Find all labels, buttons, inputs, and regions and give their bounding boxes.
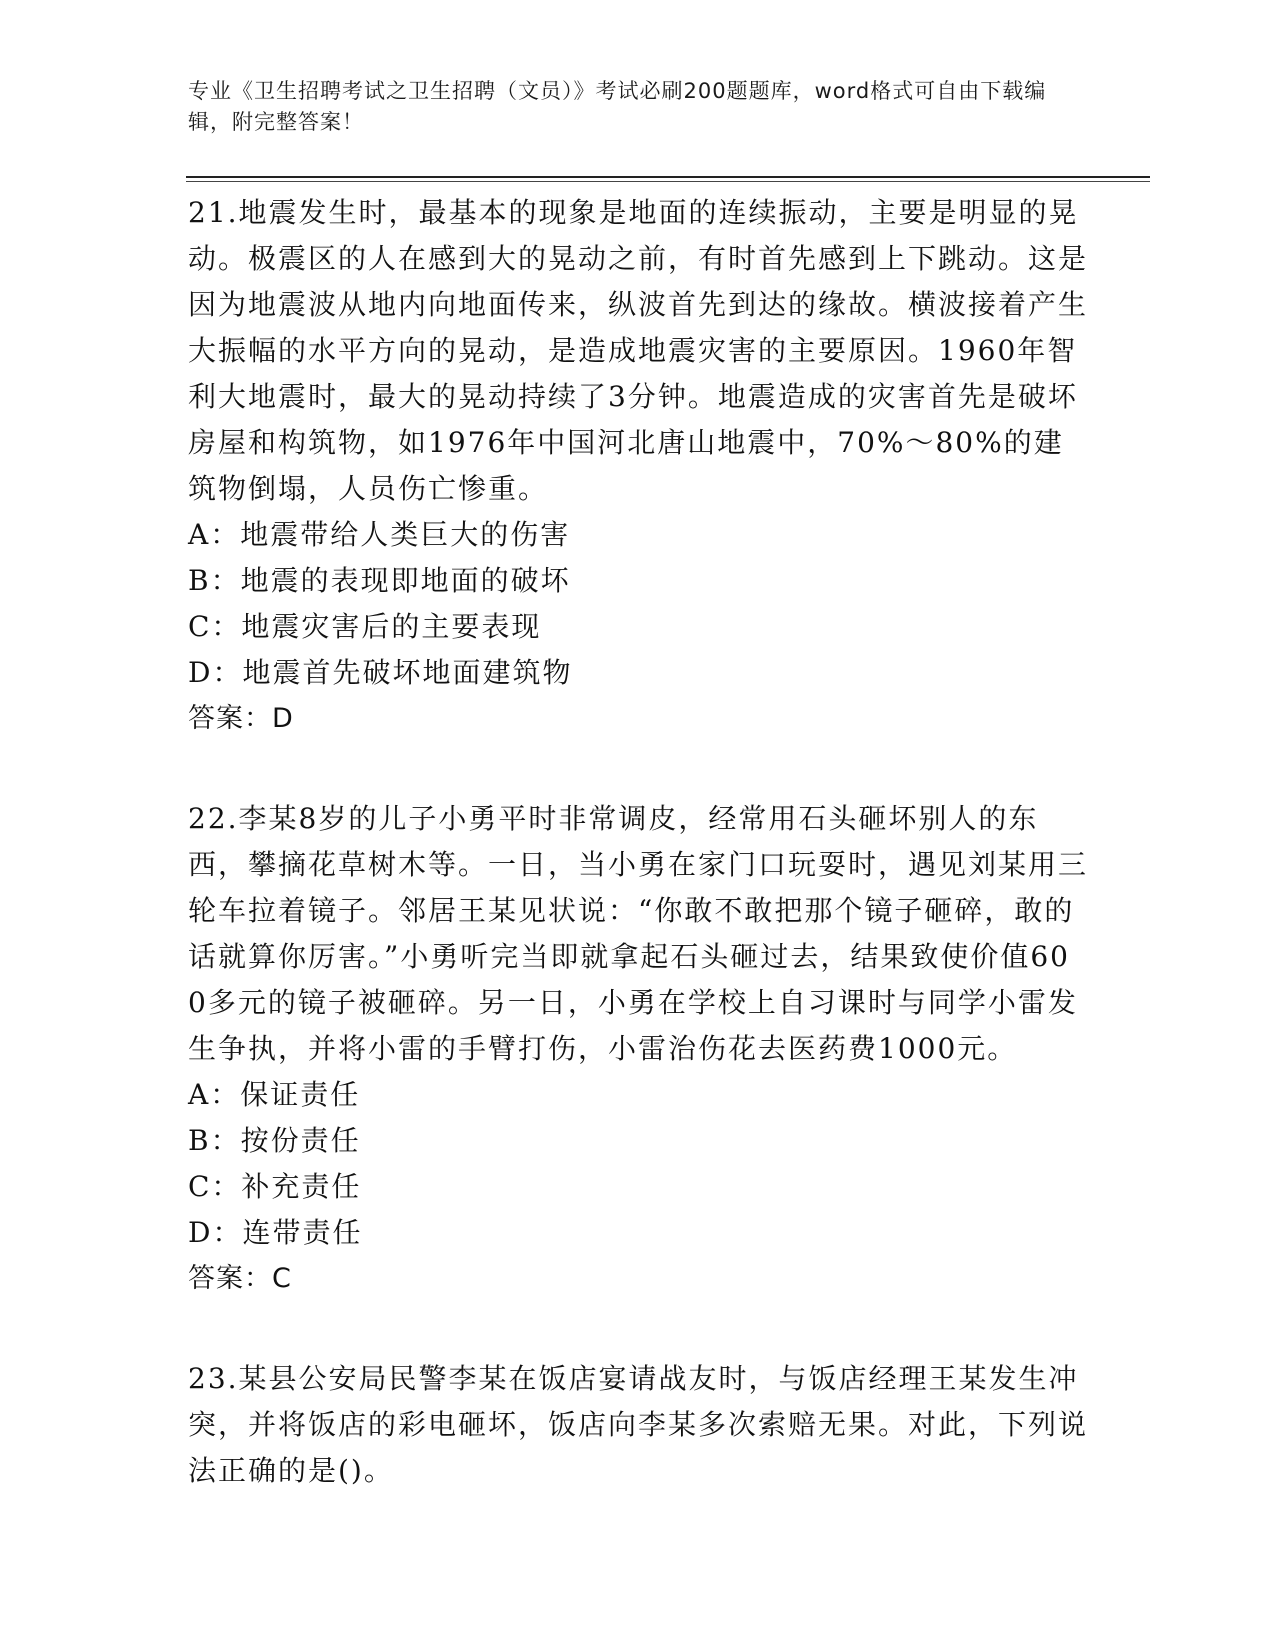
option-b: B：地震的表现即地面的破坏 bbox=[188, 564, 571, 597]
question-stem: 23.某县公安局民警李某在饭店宴请战友时，与饭店经理王某发生冲突，并将饭店的彩电砸坏，饭店向李某多次索赔无果。对此，下列说法正确的是()。 bbox=[188, 1362, 1089, 1487]
question-22 bbox=[188, 796, 1088, 1302]
option-d: D：连带责任 bbox=[188, 1216, 363, 1249]
question-21 bbox=[188, 190, 1088, 742]
header-divider-thin bbox=[186, 181, 1150, 182]
question-spacer bbox=[188, 1302, 1088, 1356]
option-d: D：地震首先破坏地面建筑物 bbox=[188, 656, 573, 689]
question-list bbox=[188, 190, 1088, 1494]
option-a: A：保证责任 bbox=[188, 1078, 361, 1111]
option-a: A：地震带给人类巨大的伤害 bbox=[188, 518, 571, 551]
option-c: C：补充责任 bbox=[188, 1170, 362, 1203]
option-b: B：按份责任 bbox=[188, 1124, 361, 1157]
header-divider bbox=[186, 176, 1150, 178]
question-23 bbox=[188, 1356, 1088, 1494]
answer: 答案：C bbox=[188, 1263, 292, 1294]
question-stem: 21.地震发生时，最基本的现象是地面的连续振动，主要是明显的晃动。极震区的人在感到大的晃动之前，有时首先感到上下跳动。这是因为地震波从地内向地面传来，纵波首先到达的缘故。横波接着产生大振幅的水平方向的晃动，是造成地震灾害的主要原因。1960年智利大地震时，最大的晃动持续了3分钟。地震造成的灾害首先是破坏房屋和构筑物，如1976年中国河北唐山地震中，70%～80%的建筑物倒塌，人员伤亡惨重。 bbox=[188, 196, 1089, 505]
page-header: 专业《卫生招聘考试之卫生招聘（文员）》考试必刷200题题库，word格式可自由下载编辑，附完整答案！ bbox=[188, 79, 1047, 134]
option-c: C：地震灾害后的主要表现 bbox=[188, 610, 542, 643]
answer: 答案：D bbox=[188, 703, 294, 734]
question-stem: 22.李某8岁的儿子小勇平时非常调皮，经常用石头砸坏别人的东西，攀摘花草树木等。一日，当小勇在家门口玩耍时，遇见刘某用三轮车拉着镜子。邻居王某见状说：“你敢不敢把那个镜子砸碎，敢的话就算你厉害。”小勇听完当即就拿起石头砸过去，结果致使价值600多元的镜子被砸碎。另一日，小勇在学校上自习课时与同学小雷发生争执，并将小雷的手臂打伤，小雷治伤花去医药费1000元。 bbox=[188, 802, 1089, 1065]
question-spacer bbox=[188, 742, 1088, 796]
